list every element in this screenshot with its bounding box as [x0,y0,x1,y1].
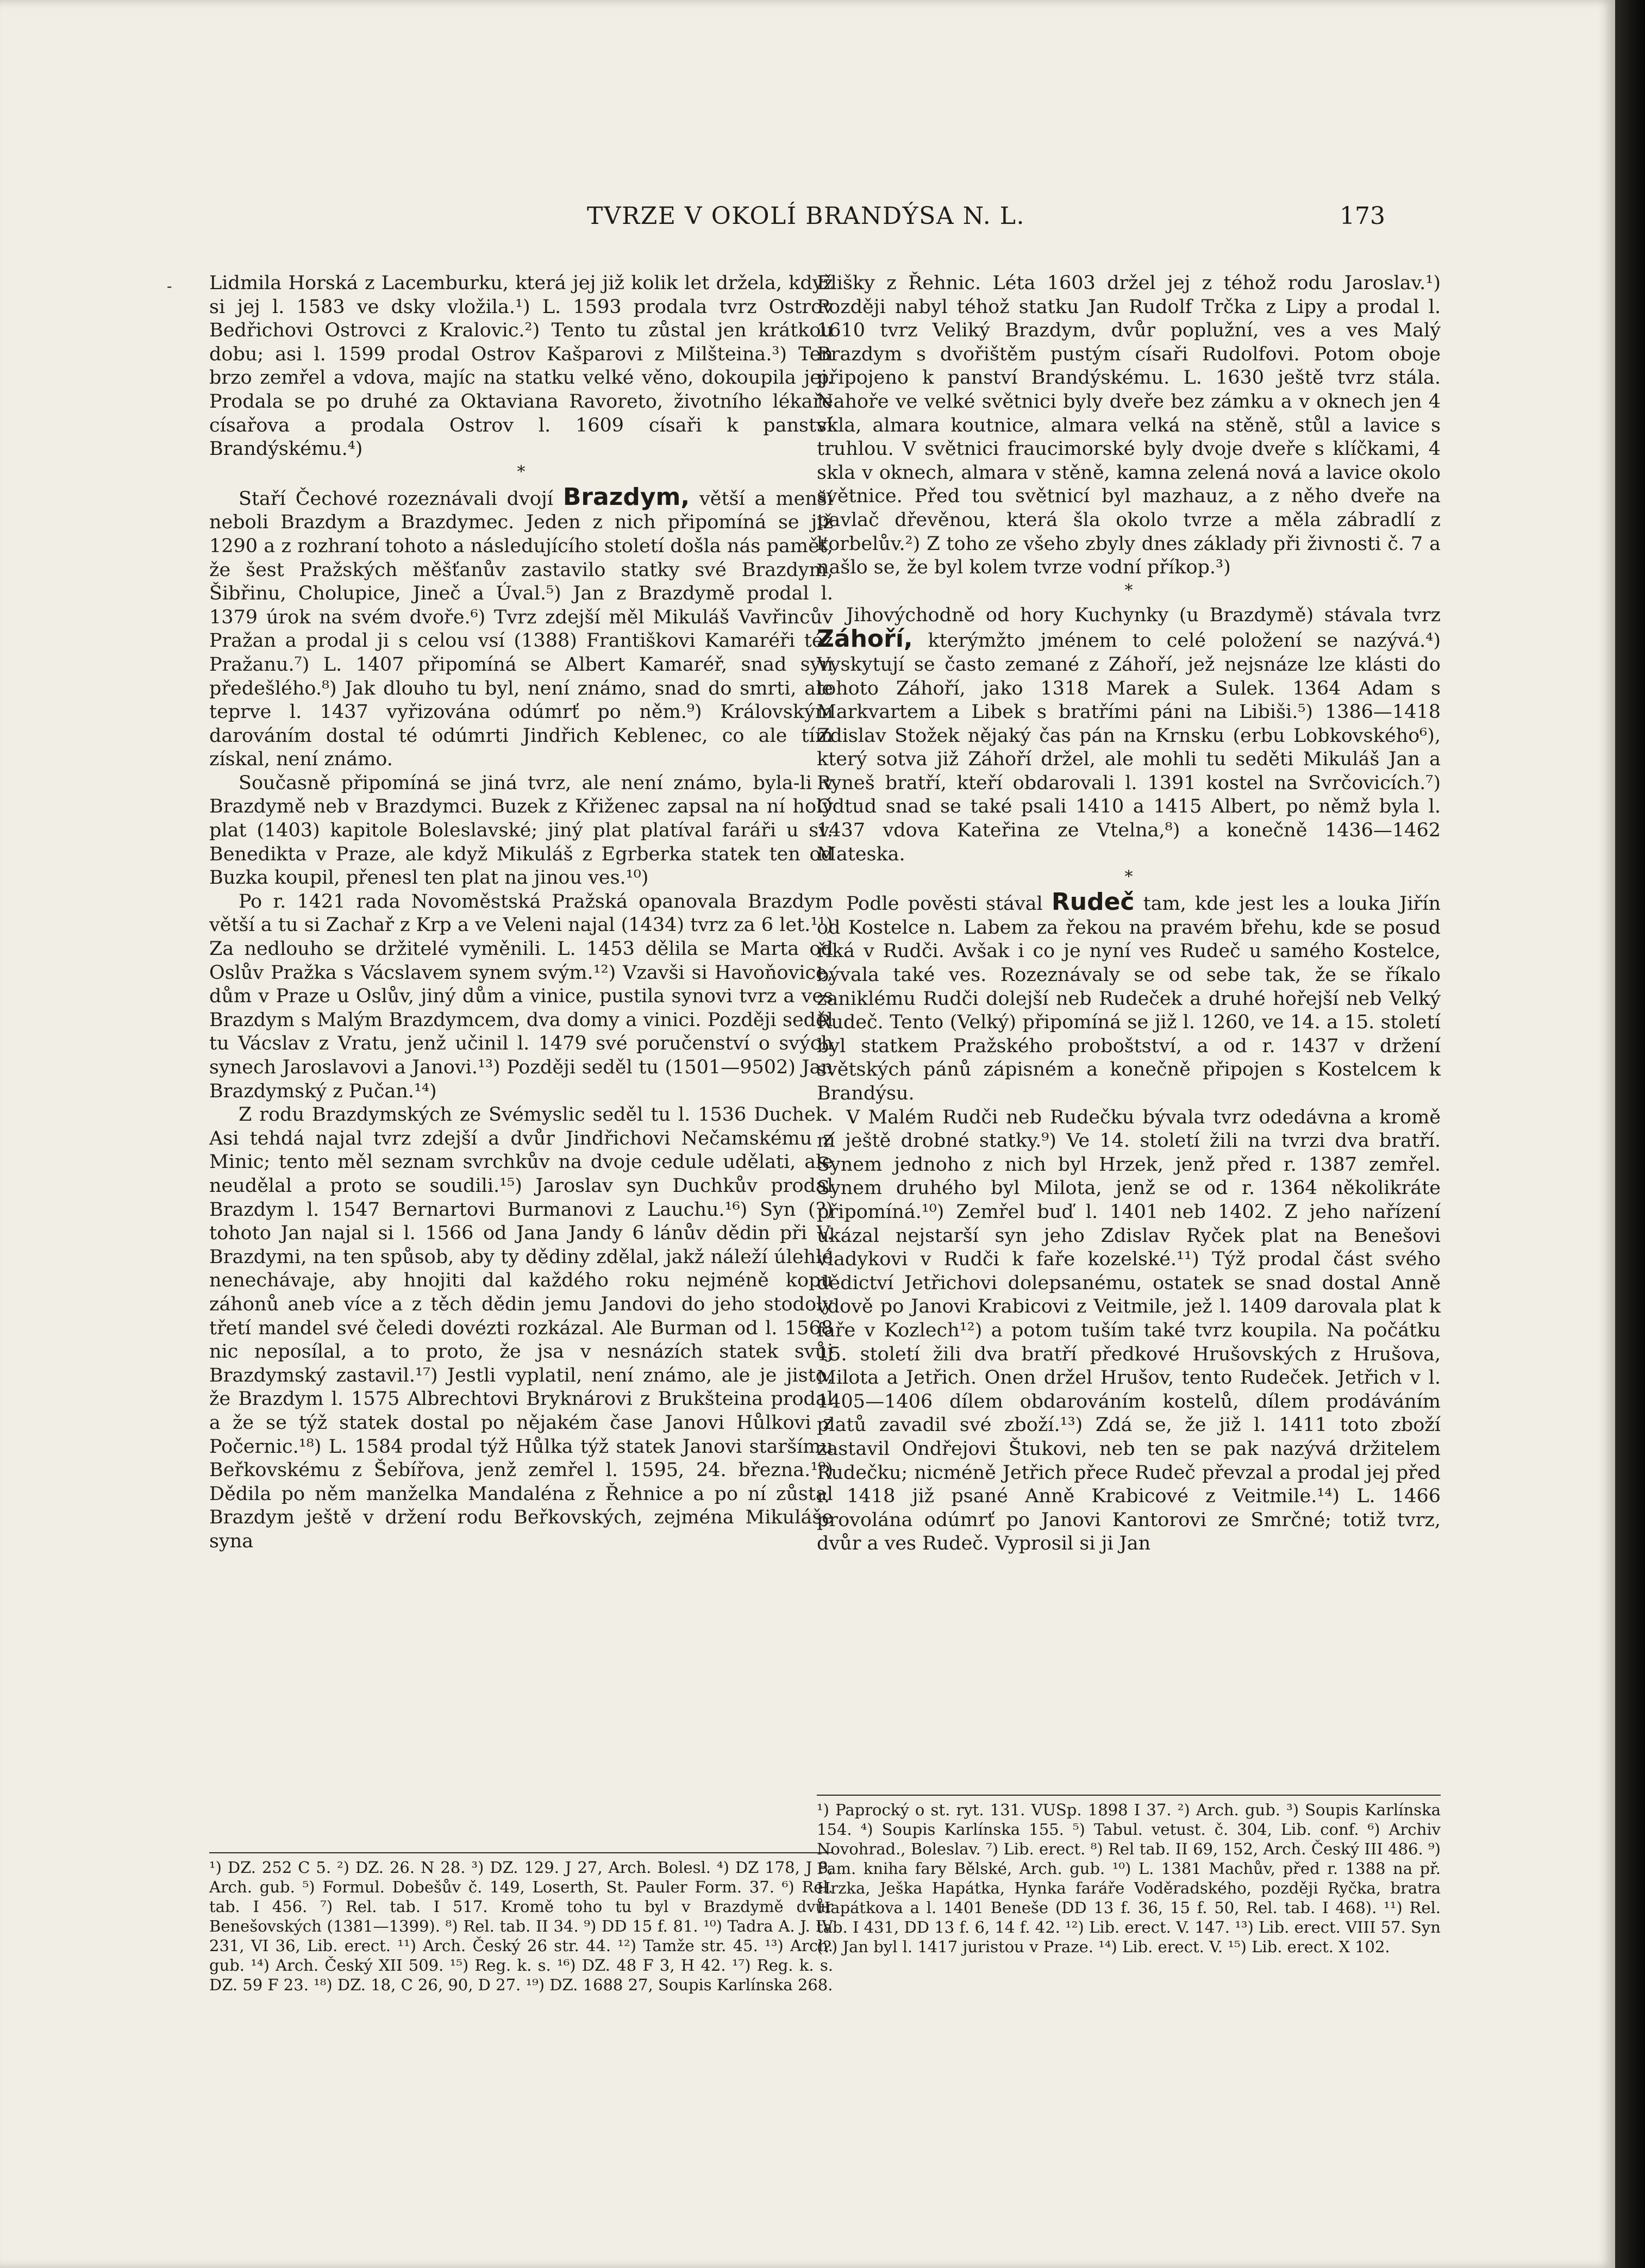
paragraph: Z rodu Brazdymských ze Svémyslic seděl tu l. 1536 Duchek. Asi tehdá najal tvrz zdejší a dvůr Jindřichovi Nečamskému z Minic; tento měl seznam svrchkův na dvoje cedule udělati, ale neudělal a proto se soudili.¹⁵) Jaroslav syn Duchkův prodal Brazdym l. 1547 Bernartovi Burmanovi z Lauchu.¹⁶) Syn (?) tohoto Jan najal si l. 1566 od Jana Jandy 6 lánův dědin při V. Brazdymi, na ten spůsob, aby ty dědiny zdělal, jakž náleží úlehlé nenechávaje, aby hnojiti dal každého roku nejméně kopu záhonů aneb více a z těch dědin jemu Jandovi do jeho stodoly třetí mandel své čeledi dovézti rozkázal. Ale Burman od l. 1568 nic neposílal, a to proto, že jsa v nesnázích statek svůj Brazdymský zastavil.¹⁷) Jestli vyplatil, není známo, ale je jisto, že Brazdym l. 1575 Albrechtovi Bryknárovi z Brukšteina prodal a že se týž statek dostal po nějakém čase Janovi Hůlkovi z Počernic.¹⁸) L. 1584 prodal týž Hůlka týž statek Janovi staršímu Beřkovskému z Šebířova, jenž zemřel l. 1595, 24. března.¹⁹) Dědila po něm manželka Mandaléna z Řehnice a po ní zůstal Brazdym ještě v držení rodu Beřkovských, zejména Mikuláše syna [209,1104,833,1552]
section-separator: * [1124,867,1133,887]
footnotes-left: ¹) DZ. 252 C 5. ²) DZ. 26. N 28. ³) DZ. 129. J 27, Arch. Bolesl. ⁴) DZ 178, J 8, Arch. gub. ⁵) Formul. Dobešův č. 149, Loserth, St. Pauler Form. 37. ⁶) Rel. tab. I 456. ⁷) Rel. tab. I 517. Kromě toho tu byl v Brazdymě dvůr Benešovských (1381—1399). ⁸) Rel. tab. II 34. ⁹) DD 15 f. 81. ¹⁰) Tadra A. J. IV 231, VI 36, Lib. erect. ¹¹) Arch. Český 26 str. 44. ¹²) Tamže str. 45. ¹³) Arch. gub. ¹⁴) Arch. Český XII 509. ¹⁵) Reg. k. s. ¹⁶) DZ. 48 F 3, H 42. ¹⁷) Reg. k. s. DZ. 59 F 23. ¹⁸) DZ. 18, C 26, 90, D 27. ¹⁹) DZ. 1688 27, Soupis Karlínska 268. [209,1852,833,1995]
place-name-heading: Rudeč [1051,888,1135,916]
paragraph-rest: kterýmžto jménem to celé položení se nazývá.⁴) Vyskytují se často zemané z Záhoří, jež nejsnáze lze klásti do tohoto Záhoří, jako 1318 Marek a Sulek. 1364 Adam s Markvartem a Libek s bratřími páni na Libiši.⁵) 1386—1418 Zdislav Stožek nějaký čas pán na Krnsku (erbu Lobkovského⁶), který sotva již Záhoří držel, ale mohli tu seděti Mikuláš Jan a Ryneš bratří, kteří obdarovali l. 1391 kostel na Svrčovicích.⁷) Odtud snad se také psali 1410 a 1415 Albert, po němž byla l. 1437 vdova Kateřina ze Vtelna,⁸) a konečně 1436—1462 Mateska. [817,630,1441,865]
running-title: TVRZE V OKOLÍ BRANDÝSA N. L. [587,202,1025,230]
paragraph: Po r. 1421 rada Novoměstská Pražská opanovala Brazdym větší a tu si Zachař z Krp a ve Veleni najal (1434) tvrz za 6 let.¹¹) Za nedlouho se držitelé vyměnili. L. 1453 dělila se Marta od Oslův Pražka s Vácslavem synem svým.¹²) Vzavši si Havoňovice, dům v Praze u Oslův, jiný dům a vinice, pustila synovi tvrz a ves Brazdym s Malým Brazdymcem, dva domy a vinici. Později seděl tu Vácslav z Vratu, jenž učinil l. 1479 své poručenství o svých synech Jaroslavovi a Janovi.¹³) Později seděl tu (1501—9502) Jan Brazdymský z Pučan.¹⁴) [209,890,833,1102]
paragraph-rest: tam, kde jest les a louka Jiřín od Kostelce n. Labem za řekou na pravém břehu, kde se posud říká v Rudči. Avšak i co je nyní ves Rudeč u samého Kostelce, bývala také ves. Rozeznávaly se od sebe tak, že se říkalo zaniklému Rudči dolejší neb Rudeček a druhé hořejší neb Velký Rudeč. Tento (Velký) připomíná se již l. 1260, ve 14. a 15. století byl statkem Pražského proboštství, a od r. 1437 v držení světských pánů zápisném a konečně připojen s Kostelcem k Brandýsu. [817,893,1441,1104]
place-name-heading: Záhoří, [817,625,913,653]
paragraph [209,485,833,772]
scan-edge [1615,0,1645,2268]
paragraph [817,604,1441,867]
paragraph: Lidmila Horská z Lacemburku, která jej již kolik let držela, když si jej l. 1583 ve dsky vložila.¹) L. 1593 prodala tvrz Ostrov Bedřichovi Ostrovci z Kralovic.²) Tento tu zůstal jen krátkou dobu; asi l. 1599 prodal Ostrov Kašparovi z Milšteina.³) Ten brzo zemřel a vdova, majíc na statku velké věno, dokoupila jej. Prodala se po druhé za Oktaviana Ravoreto, životního lékaře císařova a prodala Ostrov l. 1609 císaři k panství Brandýskému.⁴) [209,272,833,460]
left-text-column [209,272,833,1553]
page-number: 173 [1340,202,1385,230]
paragraph: Současně připomíná se jiná tvrz, ale není známo, byla-li v Brazdymě neb v Brazdymci. Buzek z Křiženec zapsal na ní holý plat (1403) kapitole Boleslavské; jiný plat platíval faráři u sv. Benedikta v Praze, ale když Mikuláš z Egrberka statek ten od Buzka koupil, přenesl ten plat na jinou ves.¹⁰) [209,772,833,889]
paragraph: V Malém Rudči neb Rudečku bývala tvrz odedávna a kromě ní ještě drobné statky.⁹) Ve 14. století žili na tvrzi dva bratří. Synem jednoho z nich byl Hrzek, jenž před r. 1387 zemřel. Synem druhého byl Milota, jenž se od r. 1364 několikráte připomíná.¹⁰) Zemřel buď l. 1401 neb 1402. Z jeho nařízení ukázal nejstarší syn jeho Zdislav Ryček plat na Benešovi vladykovi v Rudči k faře kozelské.¹¹) Týž prodal část svého dědictví Jetřichovi dolepsanému, ostatek se snad dostal Anně vdově po Janovi Krabicovi z Veitmile, jež l. 1409 darovala plat k faře v Kozlech¹²) a potom tuším také tvrz koupila. Na počátku 15. století žili dva bratří předkové Hrušovských z Hrušova, Milota a Jetřich. Onen držel Hrušov, tento Rudeček. Jetřich v l. 1405—1406 dílem obdarováním kostelů, dílem prodáváním platů zavadil své zboží.¹³) Zdá se, že již l. 1411 toto zboží zastavil Ondřejovi Štukovi, neb ten se pak nazývá držitelem Rudečku; nicméně Jetřich přece Rudeč převzal a prodal jej před r. 1418 již psané Anně Krabicové z Veitmile.¹⁴) L. 1466 provolána odúmrť po Janovi Kantorovi ze Smrčné; totiž tvrz, dvůr a ves Rudeč. Vyprosil si ji Jan [817,1106,1441,1555]
paragraph-lead: Podle pověsti stával [846,893,1052,915]
paragraph: Elišky z Řehnic. Léta 1603 držel jej z téhož rodu Jaroslav.¹) Později nabyl téhož statku Jan Rudolf Trčka z Lipy a prodal l. 1610 tvrz Veliký Brazdym, dvůr poplužní, ves a ves Malý Brazdym s dvořištěm pustým císaři Rudolfovi. Potom oboje připojeno k panství Brandýskému. L. 1630 ještě tvrz stála. Nahoře ve velké světnici byly dveře bez zámku a v oknech jen 4 skla, almara koutnice, almara velká na stěně, stůl a lavice s truhlou. V světnici fraucimorské byly dvoje dveře s klíčkami, 4 skla v oknech, almara v stěně, kamna zelená nová a lavice okolo světnice. Před tou světnicí byl mazhauz, a z něho dveře na pavlač dřevěnou, která šla okolo tvrze a měla zábradlí z korbelův.²) Z toho ze všeho zbyly dnes základy při živnosti č. 7 a našlo se, že byl kolem tvrze vodní příkop.³) [817,272,1441,579]
section-separator: * [517,462,526,482]
paragraph-lead: Staří Čechové rozeznávali dvojí [239,488,563,510]
paragraph-lead: Jihovýchodně od hory Kuchynky (u Brazdymě) stávala tvrz [846,604,1441,626]
right-text-column [817,272,1441,1556]
place-name-heading: Brazdym, [562,483,690,511]
footnotes-right: ¹) Paprocký o st. ryt. 131. VUSp. 1898 I 37. ²) Arch. gub. ³) Soupis Karlínska 154. ⁴) Soupis Karlínska 155. ⁵) Tabul. vetust. č. 304, Lib. conf. ⁶) Archiv Novohrad., Boleslav. ⁷) Lib. erect. ⁸) Rel tab. II 69, 152, Arch. Český III 486. ⁹) Pam. kniha fary Bělské, Arch. gub. ¹⁰) L. 1381 Machův, před r. 1388 na př. Hrzka, Ješka Hapátka, Hynka faráře Voděradského, později Ryčka, bratra Hapátkova a l. 1401 Beneše (DD 13 f. 36, 15 f. 50, Rel. tab. I 468). ¹¹) Rel. tab. I 431, DD 13 f. 6, 14 f. 42. ¹²) Lib. erect. V. 147. ¹³) Lib. erect. VIII 57. Syn (?) Jan byl l. 1417 juristou v Praze. ¹⁴) Lib. erect. V. ¹⁵) Lib. erect. X 102. [817,1795,1441,1957]
paragraph [817,890,1441,1105]
paragraph-rest: větší a menší neboli Brazdym a Brazdymec. Jeden z nich připomíná se již 1290 a z rozhraní tohoto a následujícího století došla nás paměť, že šest Pražských měšťanův zastavilo statky své Brazdym, Šibřinu, Cholupice, Jineč a Úval.⁵) Jan z Brazdymě prodal l. 1379 úrok na svém dvoře.⁶) Tvrz zdejší měl Mikuláš Vavřincův Pražan a prodal ji s celou vsí (1388) Františkovi Kamaréři též Pražanu.⁷) L. 1407 připomíná se Albert Kamaréř, snad syn předešlého.⁸) Jak dlouho tu byl, není známo, snad do smrti, ale teprve l. 1437 vyřizována odúmrť po něm.⁹) Královským darováním dostal té odúmrti Jindřich Keblenec, co ale tím získal, není známo. [209,488,833,771]
section-separator: * [1124,580,1133,600]
margin-mark: - [167,277,172,295]
